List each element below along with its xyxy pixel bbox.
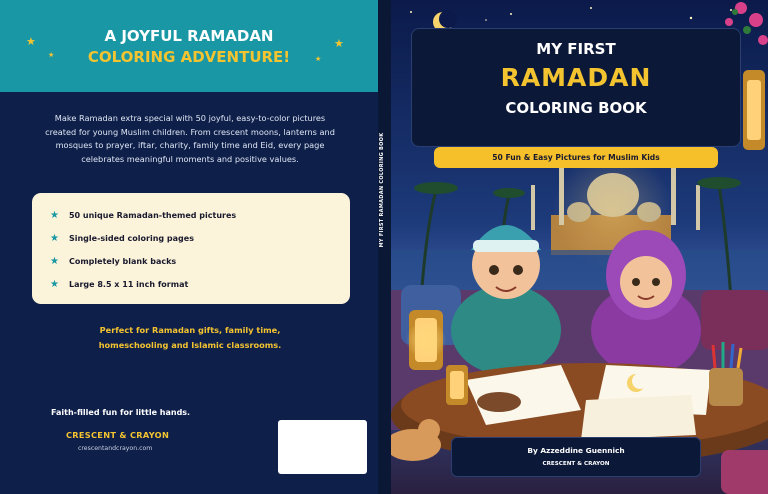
front-title-line1: MY FIRST	[536, 40, 616, 58]
spine-title: MY FIRST RAMADAN COLORING BOOK	[379, 132, 385, 248]
publisher-brand: CRESCENT & CRAYON	[66, 430, 170, 440]
back-cover-header	[0, 0, 378, 92]
back-cover	[0, 0, 378, 494]
front-title-box	[411, 28, 741, 147]
front-title-line2: RAMADAN	[500, 63, 652, 92]
star-icon: ★	[315, 55, 322, 63]
back-description: Make Ramadan extra special with 50 joyful, easy-to-color pictures created for young Muslim children. From crescent moons, lanterns and mosques to prayer, iftar, charity, family time and Eid, every page celebrates meaningful moments and positive values.	[45, 113, 335, 164]
star-icon: ★	[50, 279, 59, 290]
author-name: By Azzeddine Guennich	[527, 446, 625, 455]
perfect-for-text: Perfect for Ramadan gifts, family time, homeschooling and Islamic classrooms.	[98, 325, 282, 350]
star-icon: ★	[50, 256, 59, 267]
star-icon: ★	[26, 35, 36, 48]
lantern-icon	[743, 70, 765, 150]
publisher-website: crescentandcrayon.com	[78, 445, 153, 452]
front-cover	[391, 0, 768, 494]
features-card	[32, 193, 350, 304]
tagline: Faith-filled fun for little hands.	[51, 408, 191, 417]
star-icon: ★	[334, 37, 344, 50]
feature-item: ★ 50 unique Ramadan-themed pictures	[50, 210, 237, 221]
back-title-line1: A JOYFUL RAMADAN	[104, 27, 274, 45]
front-title-line3: COLORING BOOK	[505, 99, 647, 117]
lantern-icon	[406, 310, 446, 370]
lantern-icon	[446, 365, 468, 405]
front-subtitle: 50 Fun & Easy Pictures for Muslim Kids	[434, 147, 718, 168]
star-icon: ★	[48, 51, 55, 59]
feature-item: ★ Completely blank backs	[50, 256, 177, 267]
back-title-line2: COLORING ADVENTURE!	[87, 48, 291, 66]
barcode-placeholder	[278, 420, 367, 474]
star-icon: ★	[50, 210, 59, 221]
front-publisher: CRESCENT & CRAYON	[542, 461, 610, 467]
star-icon: ★	[50, 233, 59, 244]
author-box	[451, 437, 701, 477]
feature-item: ★ Single-sided coloring pages	[50, 233, 194, 244]
feature-item: ★ Large 8.5 x 11 inch format	[50, 279, 189, 290]
